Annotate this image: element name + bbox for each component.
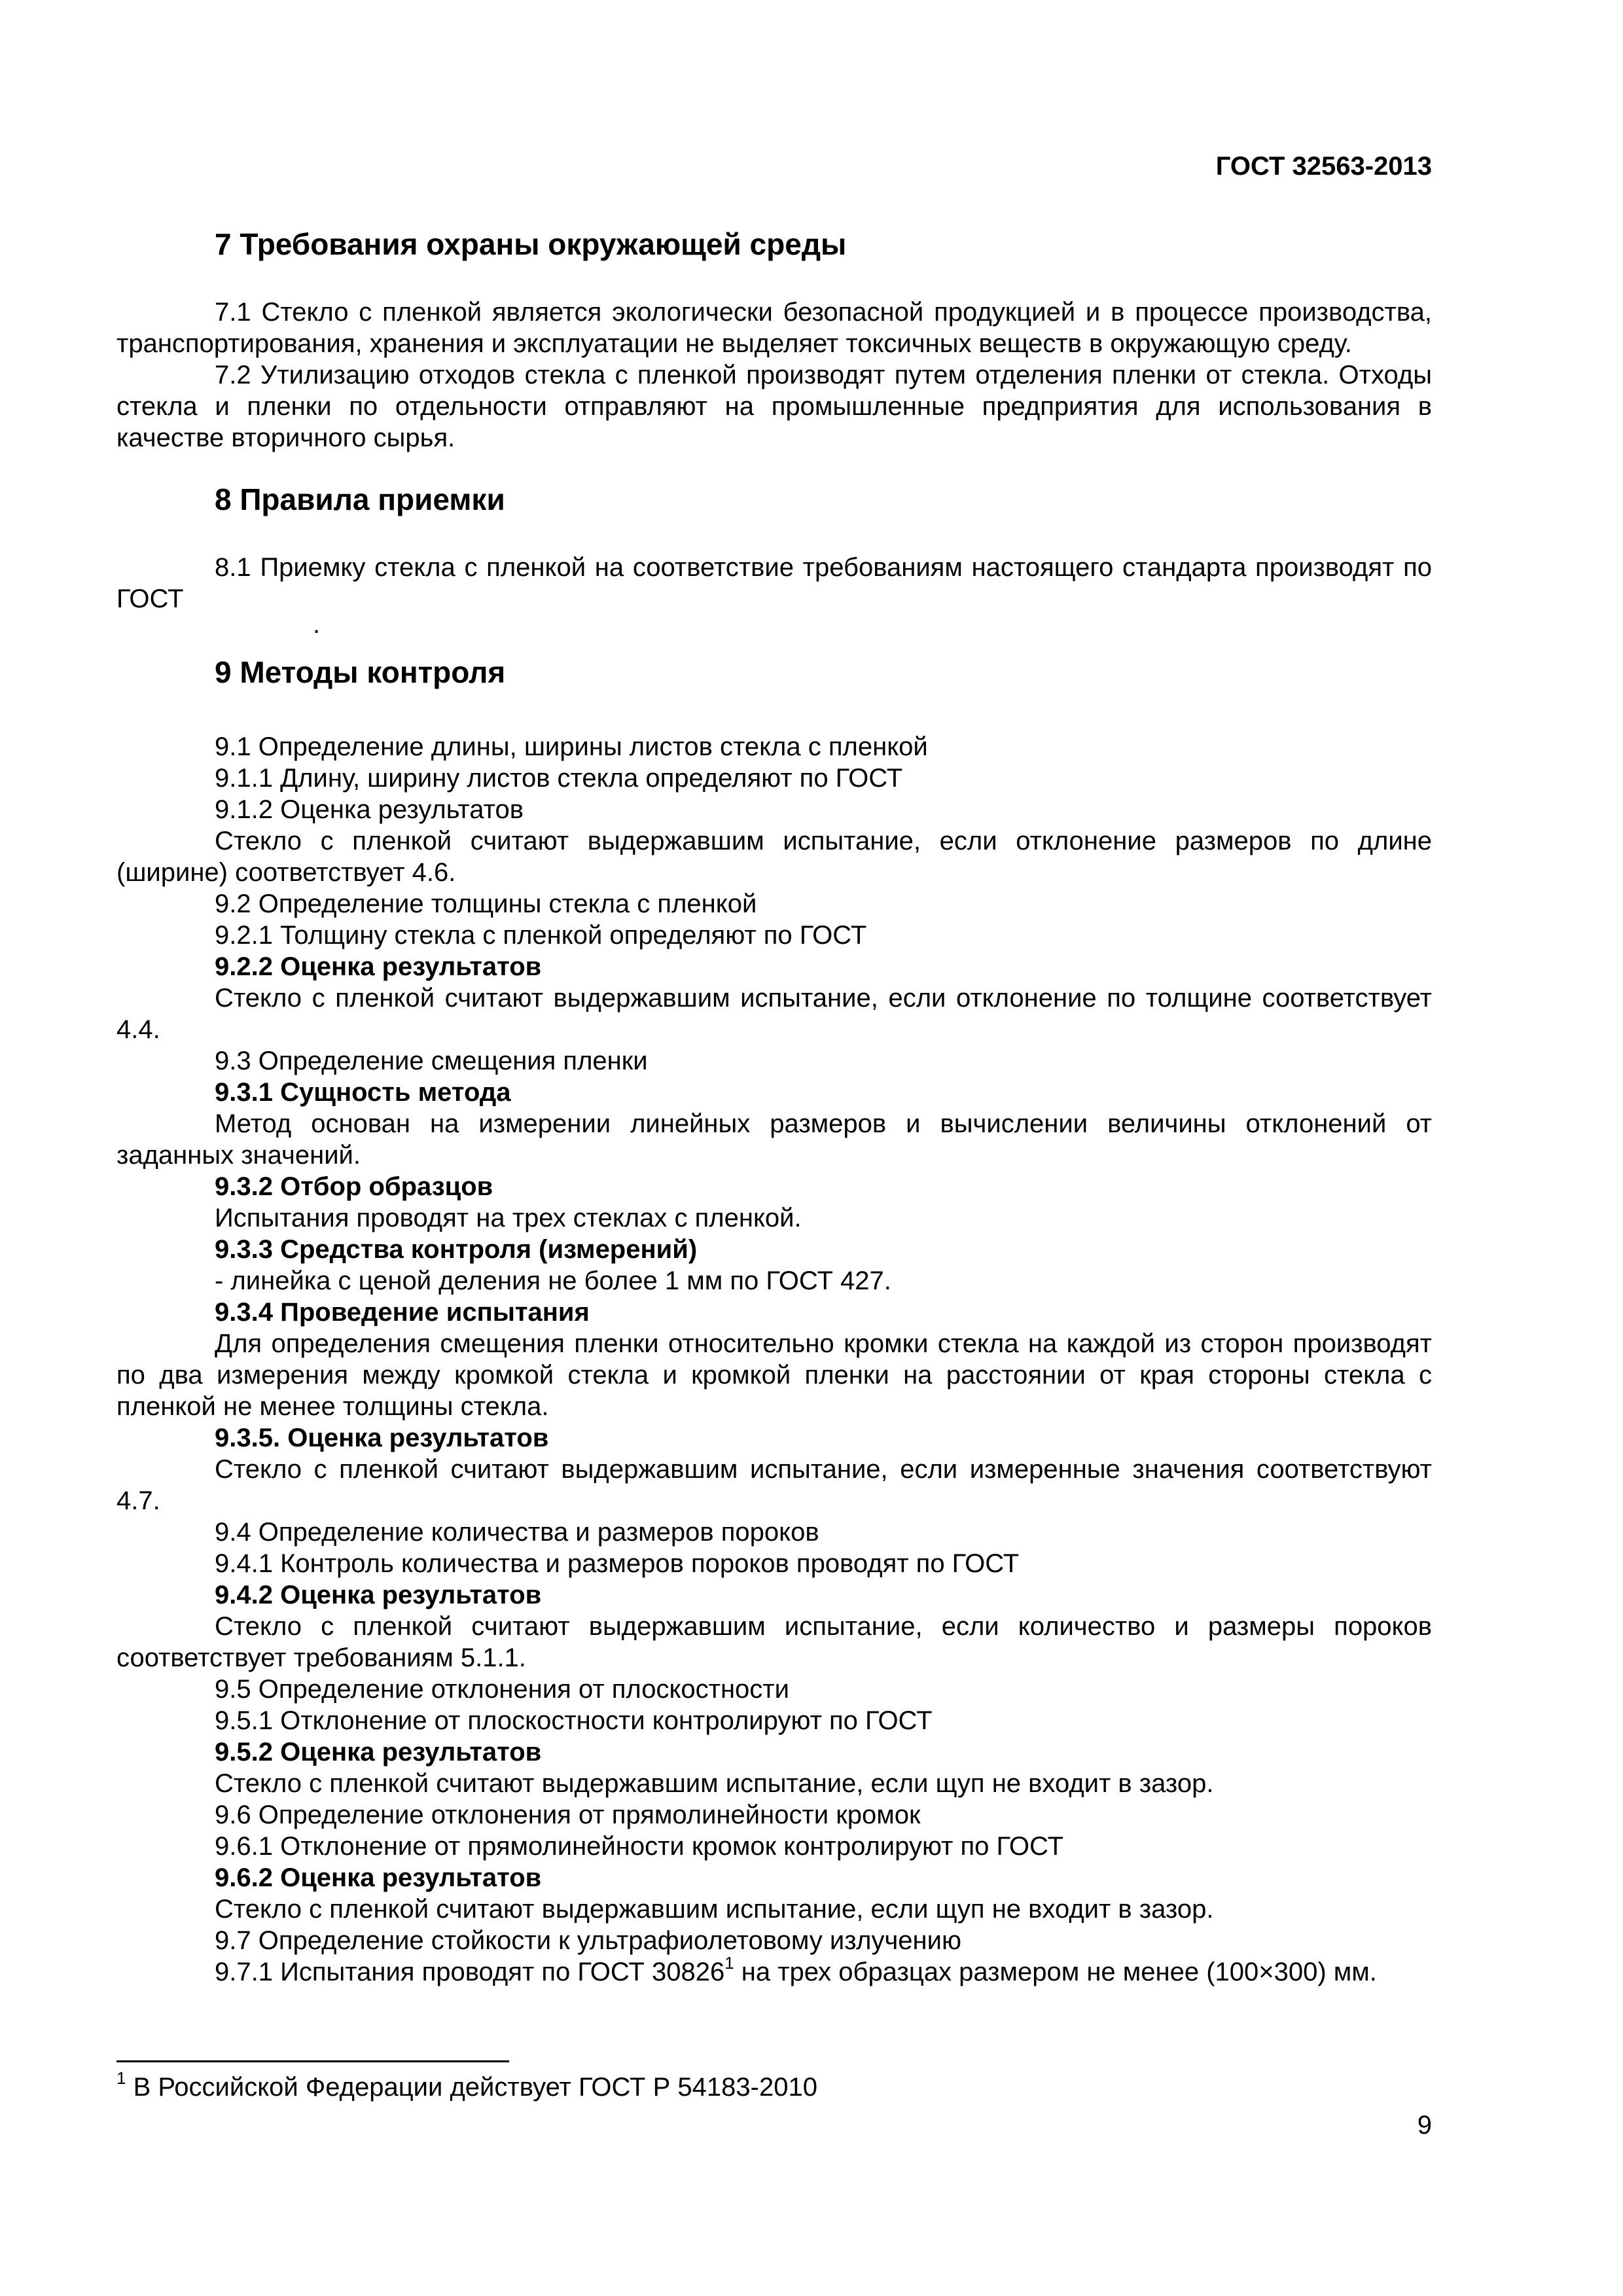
text-9-1-2: Стекло с пленкой считают выдержавшим испытание, если отклонение размеров по длине (ширине) соответствует 4.6. [116,827,1432,887]
item-9-4-1: 9.4.1 Контроль количества и размеров пороков проводят по ГОСТ [215,1549,1020,1578]
text-9-6-2: Стекло с пленкой считают выдержавшим испытание, если щуп не входит в зазор. [215,1895,1214,1924]
footnote [116,2068,817,2103]
paragraph-7-2: 7.2 Утилизацию отходов стекла с пленкой производят путем отделения пленки от стекла. Отходы стекла и пленки по отдельности отправляют на промышленные предприятия для использования в качестве вторичного сырья. [116,361,1432,452]
text-9-2-2: Стекло с пленкой считают выдержавшим испытание, если отклонение по толщине соответствует 4.4. [116,984,1432,1044]
text-9-3-2: Испытания проводят на трех стеклах с пленкой. [215,1204,802,1232]
item-9-7: 9.7 Определение стойкости к ультрафиолетовому излучению [215,1926,961,1955]
item-9-7-1-text-a: 9.7.1 Испытания проводят по ГОСТ 30826 [215,1958,725,1986]
item-9-3: 9.3 Определение смещения пленки [215,1047,648,1075]
document-code-header: ГОСТ 32563-2013 [1215,152,1432,181]
item-9-4: 9.4 Определение количества и размеров пороков [215,1518,819,1547]
item-9-3-5: 9.3.5. Оценка результатов [215,1424,549,1452]
section-8-title: 8 Правила приемки [215,482,505,516]
item-9-5-1: 9.5.1 Отклонение от плоскостности контролируют по ГОСТ [215,1706,933,1735]
item-9-5-2: 9.5.2 Оценка результатов [215,1738,542,1767]
item-9-7-1 [116,1952,1432,1988]
item-9-3-2: 9.3.2 Отбор образцов [215,1172,493,1201]
paragraph-7-1: 7.1 Стекло с пленкой является экологически безопасной продукцией и в процессе производства, транспортирования, хранения и эксплуатации не выделяет токсичных веществ в окружающую среду. [116,298,1432,358]
page-number: 9 [1417,2111,1432,2140]
paragraph-8-1: 8.1 Приемку стекла с пленкой на соответствие требованиям настоящего стандарта производят по ГОСТ [116,553,1432,613]
section-7-title: 7 Требования охраны окружающей среды [215,227,847,261]
item-9-1: 9.1 Определение длины, ширины листов стекла с пленкой [215,732,928,761]
item-9-6-1: 9.6.1 Отклонение от прямолинейности кромок контролируют по ГОСТ [215,1832,1064,1861]
item-9-6-2: 9.6.2 Оценка результатов [215,1863,542,1892]
text-9-5-2: Стекло с пленкой считают выдержавшим испытание, если щуп не входит в зазор. [215,1769,1214,1798]
footnote-text: В Российской Федерации действует ГОСТ Р 54183-2010 [126,2073,817,2102]
section-9-title: 9 Методы контроля [215,655,506,689]
item-9-3-4: 9.3.4 Проведение испытания [215,1298,590,1327]
text-9-3-1: Метод основан на измерении линейных размеров и вычислении величины отклонений от заданных значений. [116,1109,1432,1170]
item-9-7-1-text-b: на трех образцах размером не менее (100×300) мм. [734,1958,1377,1986]
item-9-2-2: 9.2.2 Оценка результатов [215,952,542,981]
item-9-5: 9.5 Определение отклонения от плоскостности [215,1675,789,1704]
footnote-reference-mark: 1 [724,1952,734,1973]
text-9-4-2: Стекло с пленкой считают выдержавшим испытание, если количество и размеры пороков соответствует требованиям 5.1.1. [116,1612,1432,1672]
item-9-3-3: 9.3.3 Средства контроля (измерений) [215,1235,698,1264]
text-9-3-5: Стекло с пленкой считают выдержавшим испытание, если измеренные значения соответствуют 4.7. [116,1455,1432,1515]
item-9-4-2: 9.4.2 Оценка результатов [215,1581,542,1609]
page-content [116,226,1432,1988]
item-9-2: 9.2 Определение толщины стекла с пленкой [215,889,757,918]
item-9-1-1: 9.1.1 Длину, ширину листов стекла определяют по ГОСТ [215,764,903,793]
footnote-mark: 1 [116,2068,126,2088]
text-9-3-4: Для определения смещения пленки относительно кромки стекла на каждой из сторон производят по два измерения между кромкой стекла и кромкой пленки на расстоянии от края стороны стекла с пленкой не менее толщины стекла. [116,1329,1432,1421]
stray-dot: . [313,610,321,639]
item-9-3-1: 9.3.1 Сущность метода [215,1078,511,1107]
footnote-separator [116,2060,509,2062]
item-9-1-2: 9.1.2 Оценка результатов [215,795,524,824]
item-9-6: 9.6 Определение отклонения от прямолинейности кромок [215,1801,921,1829]
item-9-2-1: 9.2.1 Толщину стекла с пленкой определяют по ГОСТ [215,921,867,950]
text-9-3-3: - линейка с ценой деления не более 1 мм по ГОСТ 427. [215,1266,891,1295]
